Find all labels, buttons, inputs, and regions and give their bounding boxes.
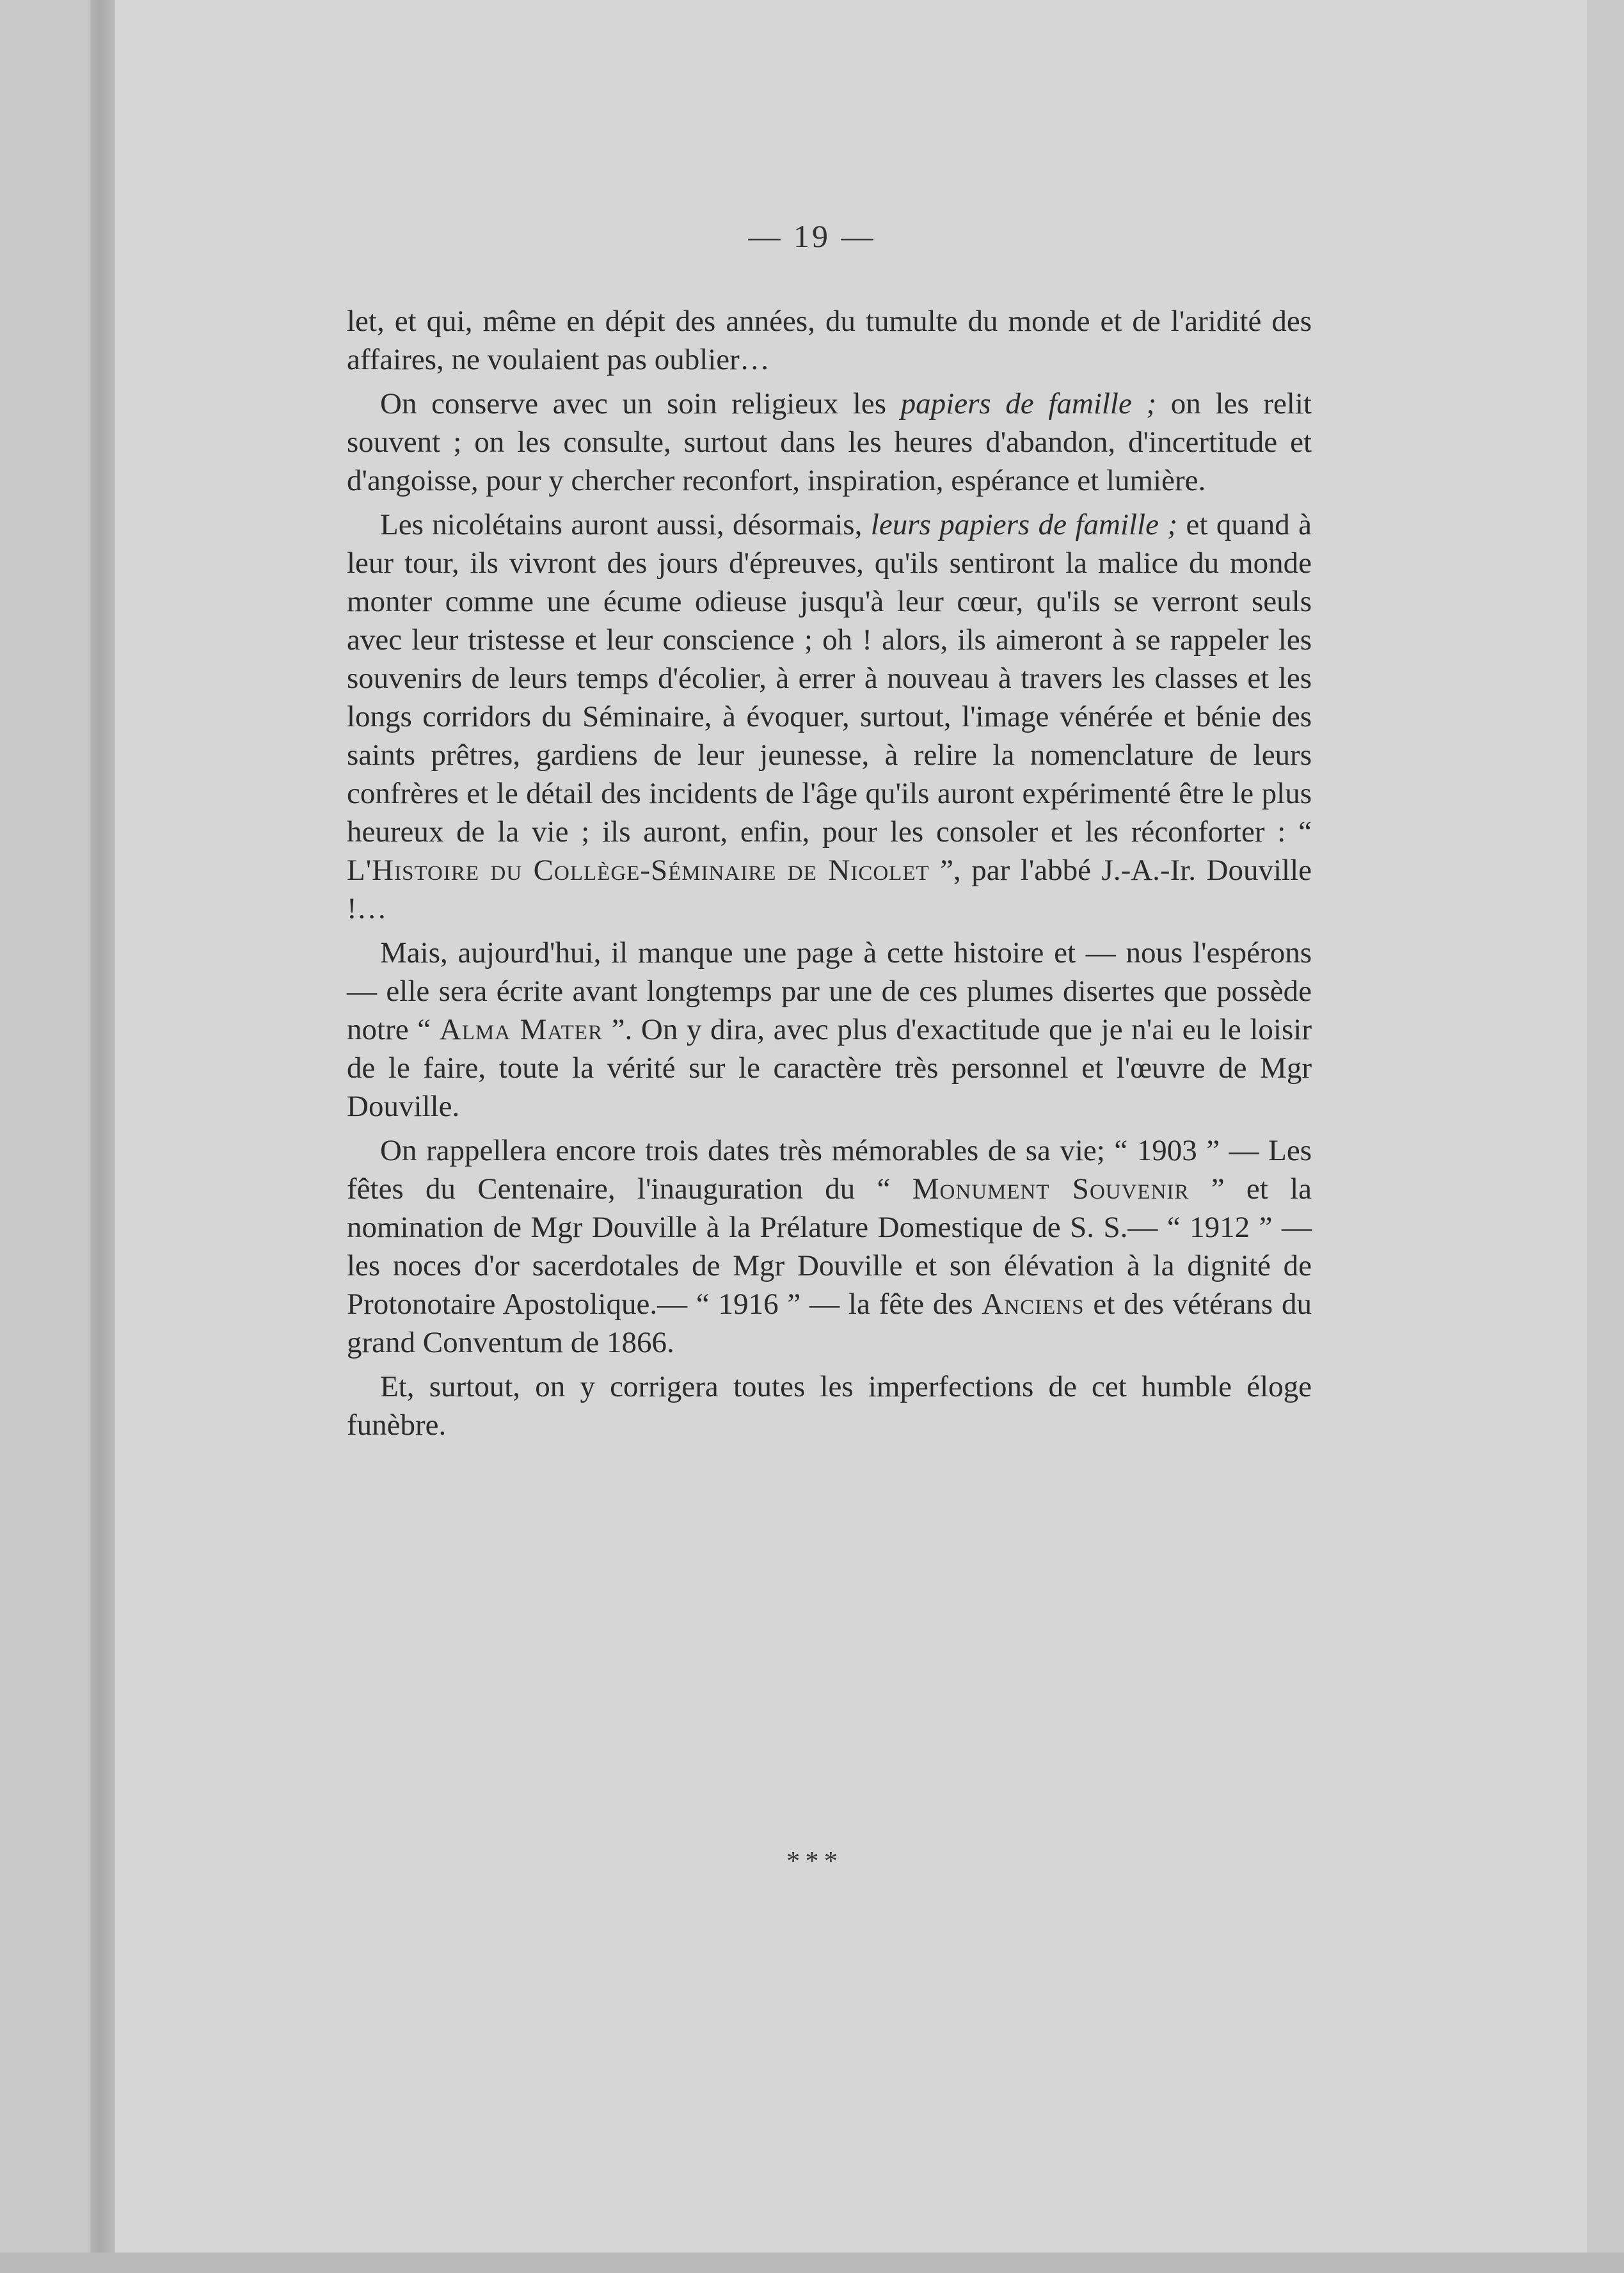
paragraph-5-text-c: ” et la nomination de Mgr Douville à la Prélature Domestique de S. S.— “ 1912 ” — les noces d'or sacerdotales de Mgr Douville et son élévation à la dignité de Protonotaire Apostolique.— “ 1916 ” — la fête des [347, 1172, 1312, 1321]
paragraph-5-text-e: et des vétérans du grand Conventum de 1866. [347, 1288, 1312, 1359]
paragraph-3-italic: leurs papiers de famille ; [870, 508, 1178, 541]
paragraph-2 [347, 385, 1312, 500]
paragraph-6: Et, surtout, on y corrigera toutes les imperfections de cet humble éloge funèbre. [347, 1370, 1312, 1442]
paragraph-4-text-a: Mais, aujourd'hui, il manque une page à cette histoire et — nous l'espérons — elle sera écrite avant longtemps par une de ces plumes disertes que possède notre “ [347, 936, 1312, 1046]
page-number: — 19 — [748, 218, 876, 254]
paragraph-2-text-c: on les relit souvent ; on les consulte, surtout dans les heures d'abandon, d'incertitude et d'angoisse, pour y chercher reconfort, inspiration, espérance et lumière. [347, 387, 1312, 497]
paragraph-3-text-e: ”, par l'abbé J.-A.-Ir. Douville !… [347, 854, 1312, 925]
paragraph-2-text-a: On conserve avec un soin religieux les [380, 387, 901, 420]
asterism-ornament: * * * [786, 1847, 838, 1876]
book-binding-shadow [90, 0, 115, 2273]
paragraph-1: let, et qui, même en dépit des années, du tumulte du monde et de l'aridité des affaires, ne voulaient pas oublier… [347, 305, 1312, 376]
paragraph-3 [347, 506, 1312, 928]
paragraph-4-alma-mater: Alma Mater [439, 1013, 603, 1046]
paragraph-5-monument: Monument Souvenir [912, 1172, 1190, 1206]
body-text [347, 302, 1312, 1444]
paragraph-3-text-a: Les nicolétains auront aussi, désormais, [380, 508, 871, 541]
paragraph-4-text-c: ”. On y dira, avec plus d'exactitude que je n'ai eu le loisir de le faire, toute la vérité sur le caractère très personnel et l'œuvre de Mgr Douville. [347, 1013, 1312, 1123]
paragraph-3-text-c: et quand à leur tour, ils vivront des jours d'épreuves, qu'ils sentiront la malice du monde monter comme une écume odieuse jusqu'à leur cœur, qu'ils se verront seuls avec leur tristesse et leur conscience ; oh ! alors, ils aimeront à se rappeler les souvenirs de leurs temps d'écolier, à errer à nouveau à travers les classes et les longs corridors du Séminaire, à évoquer, surtout, l'image vénérée et bénie des saints prêtres, gardiens de leur jeunesse, à relire la nomenclature de leurs confrères et le détail des incidents de l'âge qu'ils auront expérimenté être le plus heureux de la vie ; ils auront, enfin, pour les consoler et les réconforter : “ [347, 508, 1312, 849]
paragraph-3-book-title: L'Histoire du Collège-Séminaire de Nicolet [347, 854, 930, 887]
page-bottom-edge [0, 2253, 1624, 2273]
paragraph-5-text-a: On rappellera encore trois dates très mémorables de sa vie; “ 1903 ” — Les fêtes du Centenaire, l'inauguration du “ [347, 1134, 1312, 1206]
paragraph-2-italic: papiers de famille ; [900, 387, 1157, 420]
paragraph-5 [347, 1131, 1312, 1362]
paragraph-4 [347, 934, 1312, 1126]
paragraph-5-anciens: Anciens [982, 1288, 1085, 1321]
